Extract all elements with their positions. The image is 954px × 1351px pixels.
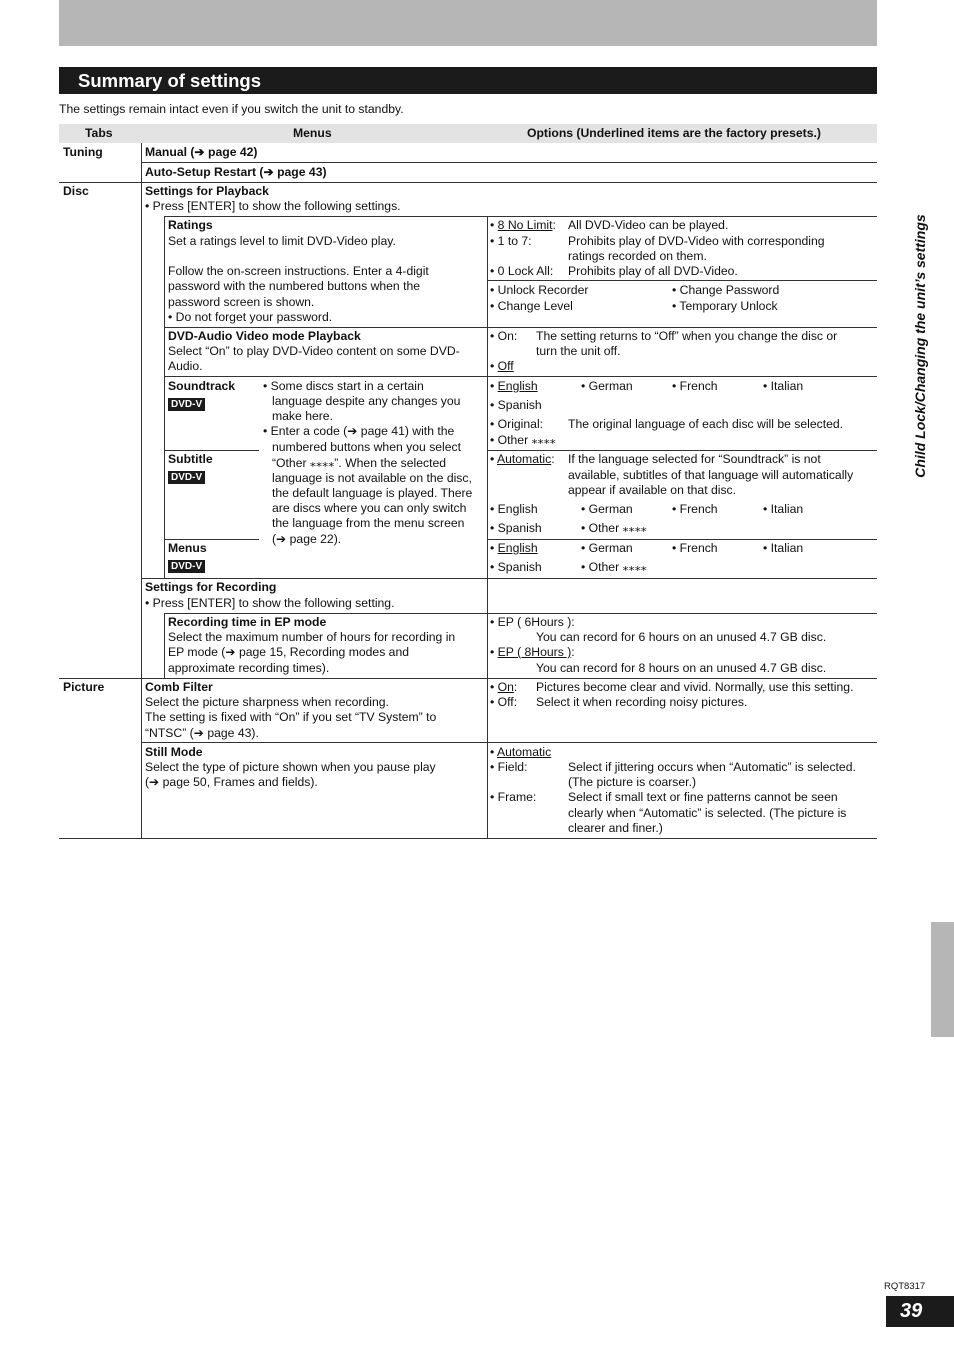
dvda-off: • Off xyxy=(490,359,514,373)
soundtrack-french: • French xyxy=(672,379,718,393)
soundtrack-other: • Other ⁎⁎⁎⁎ xyxy=(490,433,556,447)
still-frame-desc: clearly when “Automatic” is selected. (The picture is xyxy=(568,806,847,820)
language-note: language is not available on the disc, xyxy=(272,471,472,485)
dvda-desc: Audio. xyxy=(168,359,203,373)
ratings-change-level: • Change Level xyxy=(490,299,573,313)
menus-french: • French xyxy=(672,541,718,555)
ratings-temporary-unlock: • Temporary Unlock xyxy=(672,299,778,313)
rule xyxy=(141,162,877,163)
model-number: RQT8317 xyxy=(884,1281,926,1292)
rule xyxy=(487,450,877,451)
soundtrack-original-desc: The original language of each disc will be selected. xyxy=(568,417,844,431)
ep-6hours: • EP ( 6Hours ): xyxy=(490,615,575,629)
language-note: the language from the menu screen xyxy=(272,516,465,530)
rule xyxy=(164,613,165,678)
soundtrack-english: • English xyxy=(490,379,538,393)
dvda-on-desc: The setting returns to “Off” when you change the disc or xyxy=(536,329,838,343)
still-frame-desc: Select if small text or fine patterns cannot be seen xyxy=(568,790,838,804)
ratings-desc-line: Follow the on-screen instructions. Enter a 4-digit xyxy=(168,264,429,278)
still-mode-desc: (➔ page 50, Frames and fields). xyxy=(145,775,318,789)
page-title: Summary of settings xyxy=(59,67,877,94)
ratings-desc: Set a ratings level to limit DVD-Video play. xyxy=(168,234,396,248)
subtitle-automatic-desc: available, subtitles of that language will automatically xyxy=(568,468,854,482)
dvda-title: DVD-Audio Video mode Playback xyxy=(168,329,361,343)
ratings-desc-line: password screen is shown. xyxy=(168,295,315,309)
ep-mode-desc: approximate recording times). xyxy=(168,661,330,675)
subtitle-english: • English xyxy=(490,502,538,516)
language-note: “Other ⁎⁎⁎⁎”. When the selected xyxy=(272,456,447,470)
top-banner xyxy=(59,0,877,46)
dvda-on: • On: xyxy=(490,329,518,343)
header-tabs: Tabs xyxy=(85,126,113,140)
playback-title: Settings for Playback xyxy=(145,184,269,198)
soundtrack-spanish: • Spanish xyxy=(490,398,542,412)
comb-off-desc: Select it when recording noisy pictures. xyxy=(536,695,748,709)
subtitle-title: Subtitle xyxy=(168,452,213,466)
menus-english: • English xyxy=(490,541,538,555)
dvd-v-badge: DVD-V xyxy=(168,396,205,411)
still-frame: • Frame: xyxy=(490,790,537,804)
still-field-desc: (The picture is coarser.) xyxy=(568,775,697,789)
ep-8hours-desc: You can record for 8 hours on an unused 4.7 GB disc. xyxy=(536,661,827,675)
comb-filter-desc: The setting is fixed with “On” if you set “TV System” to xyxy=(145,710,437,724)
language-note: numbered buttons when you select xyxy=(272,440,462,454)
rule xyxy=(487,539,877,540)
ratings-unlock: • Unlock Recorder xyxy=(490,283,589,297)
rule xyxy=(141,742,877,743)
rule xyxy=(164,613,877,614)
rule xyxy=(59,182,877,183)
menus-german: • German xyxy=(581,541,633,555)
subtitle-other: • Other ⁎⁎⁎⁎ xyxy=(581,521,647,535)
ratings-option-lockall-desc: Prohibits play of all DVD-Video. xyxy=(568,264,738,278)
language-note: make here. xyxy=(272,409,333,423)
ratings-option-nolimit-desc: All DVD-Video can be played. xyxy=(568,218,729,232)
ratings-desc-line: • Do not forget your password. xyxy=(168,310,333,324)
still-mode-title: Still Mode xyxy=(145,745,203,759)
ep-8hours: • EP ( 8Hours ): xyxy=(490,645,575,659)
playback-note: • Press [ENTER] to show the following settings. xyxy=(145,199,401,213)
ratings-desc-line: password with the numbered buttons when the xyxy=(168,279,421,293)
still-mode-desc: Select the type of picture shown when you pause play xyxy=(145,760,436,774)
language-note: • Enter a code (➔ page 41) with the xyxy=(263,424,455,438)
tab-tuning: Tuning xyxy=(63,145,103,159)
comb-off: • Off: xyxy=(490,695,518,709)
subtitle-german: • German xyxy=(581,502,633,516)
side-section-label: Child Lock/Changing the unit’s settings xyxy=(912,214,928,478)
rule xyxy=(164,376,877,377)
tab-disc: Disc xyxy=(63,184,89,198)
subtitle-automatic-desc: appear if available on that disc. xyxy=(568,483,737,497)
ratings-option-1to7-desc: ratings recorded on them. xyxy=(568,249,707,263)
ep-mode-desc: EP mode (➔ page 15, Recording modes and xyxy=(168,645,410,659)
rule xyxy=(59,838,877,839)
menus-spanish: • Spanish xyxy=(490,560,542,574)
ep-mode-desc: Select the maximum number of hours for recording in xyxy=(168,630,456,644)
rule xyxy=(164,216,165,578)
comb-filter-desc: Select the picture sharpness when recording. xyxy=(145,695,389,709)
comb-on: • On: xyxy=(490,680,518,694)
still-frame-desc: clearer and finer.) xyxy=(568,821,663,835)
soundtrack-italian: • Italian xyxy=(763,379,804,393)
still-automatic: • Automatic xyxy=(490,745,552,759)
ratings-change-password: • Change Password xyxy=(672,283,780,297)
ratings-option-1to7-desc: Prohibits play of DVD-Video with corresponding xyxy=(568,234,825,248)
rule xyxy=(487,280,877,281)
ep-mode-title: Recording time in EP mode xyxy=(168,615,327,629)
comb-on-desc: Pictures become clear and vivid. Normally, use this setting. xyxy=(536,680,854,694)
subtitle-automatic-desc: If the language selected for “Soundtrack” is not xyxy=(568,452,821,466)
dvd-v-badge: DVD-V xyxy=(168,469,205,484)
rule xyxy=(164,216,877,217)
subtitle-spanish: • Spanish xyxy=(490,521,542,535)
table-header xyxy=(59,124,877,143)
language-note: the default language is played. There xyxy=(272,486,473,500)
menu-manual: Manual (➔ page 42) xyxy=(145,145,258,159)
menu-auto-setup: Auto-Setup Restart (➔ page 43) xyxy=(145,165,327,179)
dvda-desc: Select “On” to play DVD-Video content on some DVD- xyxy=(168,344,460,358)
language-note: are discs where you can only switch xyxy=(272,501,467,515)
comb-filter-desc: “NTSC” (➔ page 43). xyxy=(145,726,259,740)
language-note: • Some discs start in a certain xyxy=(263,379,424,393)
rule xyxy=(164,450,259,451)
dvd-v-badge: DVD-V xyxy=(168,558,205,573)
intro-text: The settings remain intact even if you switch the unit to standby. xyxy=(59,102,404,116)
rule xyxy=(164,539,259,540)
menus-italian: • Italian xyxy=(763,541,804,555)
rule xyxy=(487,216,488,838)
rule xyxy=(59,678,877,679)
language-note: (➔ page 22). xyxy=(272,532,342,546)
rule xyxy=(141,578,877,579)
still-field: • Field: xyxy=(490,760,528,774)
tab-picture: Picture xyxy=(63,680,105,694)
header-options: Options (Underlined items are the factory presets.) xyxy=(527,126,821,140)
ratings-title: Ratings xyxy=(168,218,213,232)
subtitle-french: • French xyxy=(672,502,718,516)
comb-filter-title: Comb Filter xyxy=(145,680,213,694)
recording-note: • Press [ENTER] to show the following setting. xyxy=(145,596,395,610)
still-field-desc: Select if jittering occurs when “Automatic” is selected. xyxy=(568,760,856,774)
ratings-option-nolimit: • 8 No Limit: xyxy=(490,218,556,232)
rule xyxy=(141,143,142,838)
language-note: language despite any changes you xyxy=(272,394,461,408)
recording-title: Settings for Recording xyxy=(145,580,277,594)
header-menus: Menus xyxy=(293,126,332,140)
dvda-on-desc: turn the unit off. xyxy=(536,344,621,358)
ratings-option-1to7: • 1 to 7: xyxy=(490,234,532,248)
ratings-option-lockall: • 0 Lock All: xyxy=(490,264,554,278)
soundtrack-original: • Original: xyxy=(490,417,544,431)
rule xyxy=(164,327,877,328)
subtitle-italian: • Italian xyxy=(763,502,804,516)
section-tab-marker xyxy=(931,922,954,1037)
subtitle-automatic: • Automatic: xyxy=(490,452,555,466)
menus-title: Menus xyxy=(168,541,207,555)
page-number: 39 xyxy=(886,1296,954,1327)
soundtrack-title: Soundtrack xyxy=(168,379,236,393)
ep-6hours-desc: You can record for 6 hours on an unused 4.7 GB disc. xyxy=(536,630,827,644)
soundtrack-german: • German xyxy=(581,379,633,393)
menus-other: • Other ⁎⁎⁎⁎ xyxy=(581,560,647,574)
